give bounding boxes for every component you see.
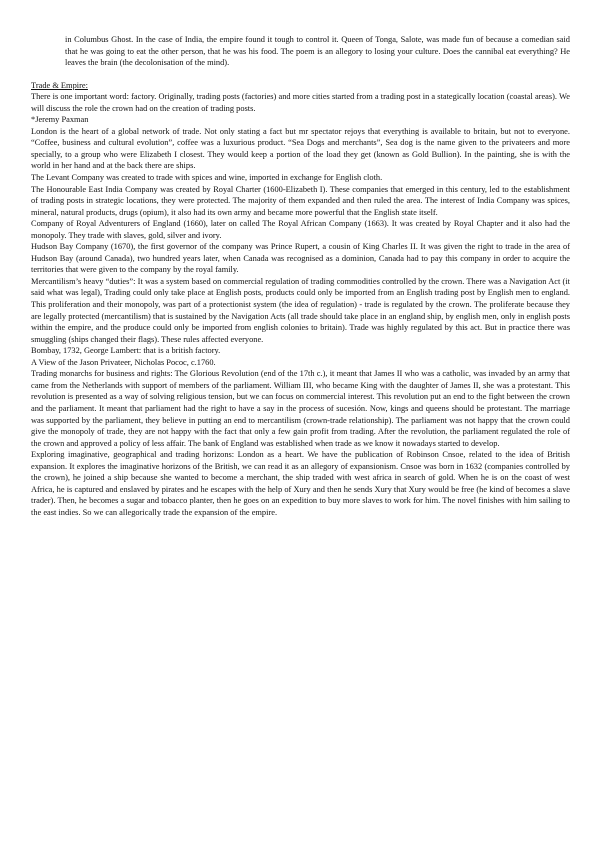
paragraph-mercantilism: Mercantilism’s heavy “duties”: It was a system based on commercial regulation of trading commodities controlled by the crown. There was a Navigation Act (it said what was legal), Trading could only take place at English posts, products could only be imported from an English trading post by English men to england. This proliferation and their monopoly, was part of a protectionist system (the idea of regulation) - trade is regulated by the crown. The proliferate because they are legally protected (mercantilism) that is sustained by the Navigation Acts (all trade should take place in an england ship, by english men, only in english posts within the empire, and the produce could only be imported from english colonies to britain). Trade was highly regulated by this act. But in practice there was smuggling (ships changed their flags). These rules affected everyone. [31,276,570,344]
paragraph-levant-company: The Levant Company was created to trade with spices and wine, imported in exchange for English cloth. [31,173,383,183]
paragraph-trading-monarchs: Trading monarchs for business and rights: The Glorious Revolution (end of the 17th c.), it meant that James II who was a catholic, was invaded by an army that came from the Netherlands with support of members of the parliament. William III, who became King with the daughter of James II, she was a protestant. This revolution is presented as a way of solving religious tension, but we can focus on commercial interest. This revolution put an end to the fight between the crown and the parliament. It meant that parliament had the right to have a say in the process of sucesión. Now, kings and queens should be protestant. The marriage was supported by the parliament, they believe in putting an end to mercantilism (crown-trade relationship). The parliament was not happy that the crown could give the monopoly of trade, they are not happy with the fact that only a few gain profit from trading. After the revolution, the parliament regulated the role of the crown and approved a policy of less affair. The bank of England was established when trade as we know it nowadays started to develop. [31,369,570,448]
paragraph-author-note: *Jeremy Paxman [31,115,89,125]
paragraph-jason-privateer: A View of the Jason Privateer, Nicholas Pococ, c.1760. [31,357,216,367]
paragraph-london: London is the heart of a global network of trade. Not only stating a fact but mr spectator rejoys that everything is available to britain, but not to everyone. “Coffee, business and cultural evolution”, coffee was a luxurious product. “Sea Dogs and merchants”, Sea dog is the name given to the privateers and more specially, to a group who were Elizabeth I closest. They would keep a portion of the load they get (known as Gold Bullion). In the painting, she is with the world in her hand and at the back there are ships. [31,126,570,171]
section-heading: Trade & Empire: [31,80,88,90]
paragraph-bombay: Bombay, 1732, George Lambert: that is a british factory. [31,346,221,356]
paragraph-east-india-company: The Honourable East India Company was created by Royal Charter (1600-Elizabeth I). These companies that emerged in this century, led to the establishment of trading posts in strategic locations, they were protected. The majority of them expanded and then ruled the area. The interest of India Company was spices, mineral, natural products, drugs (opium), it also had its own army and became more powerful that the English state itself. [31,184,570,217]
paragraph-gap [31,69,570,80]
paragraph-intro: There is one important word: factory. Originally, trading posts (factories) and more cities started from a trading post in a stategically location (coastal areas). We will discuss the role the crown had on the creation of trading posts. [31,92,570,113]
paragraph-hudson-bay: Hudson Bay Company (1670), the first governor of the company was Prince Rupert, a cousin of King Charles II. It was given the right to trade in the area of Hudson Bay (around Canada), two hundred years later, when Canada was recognised as a dominion, Canada had to pay this company in order to acquire the territories that were given to the company by the royal family. [31,242,570,275]
paragraph-royal-adventurers: Company of Royal Adventurers of England (1660), later on called The Royal African Company (1663). It was created by Royal Chapter and it also had the monopoly. They trade with slaves, gold, silver and ivory. [31,219,570,240]
continuation-paragraph: in Columbus Ghost. In the case of India, the empire found it tough to control it. Queen of Tonga, Salote, was made fun of because a comedian said that he was going to eat the other person, that he was his food. The poem is an allegory to losing your culture. Does the cannibal eat everything? He leaves the brain (the decolonisation of the mind). [65,35,570,68]
paragraph-exploring-horizons: Exploring imaginative, geographical and trading horizons: London as a heart. We have the publication of Robinson Cnsoe, related to the idea of British expansion. It explores the imaginative horizons of the British, we can read it as an allegory of expansionism. Cnsoe was born in 1632 (companies controlled by the crown), he joined a ship because she wanted to become a merchant, the ship traded with west africa in search of gold. When he is on the coast of west Africa, he is captured and enslaved by pirates and he escapes with the help of Xury and then he sends Xury that Xury would be free (he kind of becomes a slave trader). Then, he becomes a sugar and tobacco planter, then he goes on an expedition to buy more slaves to work for him. The novel finishes with him sailing to the east indies. So we can allegorically trade the expansion of the empire. [31,450,570,517]
